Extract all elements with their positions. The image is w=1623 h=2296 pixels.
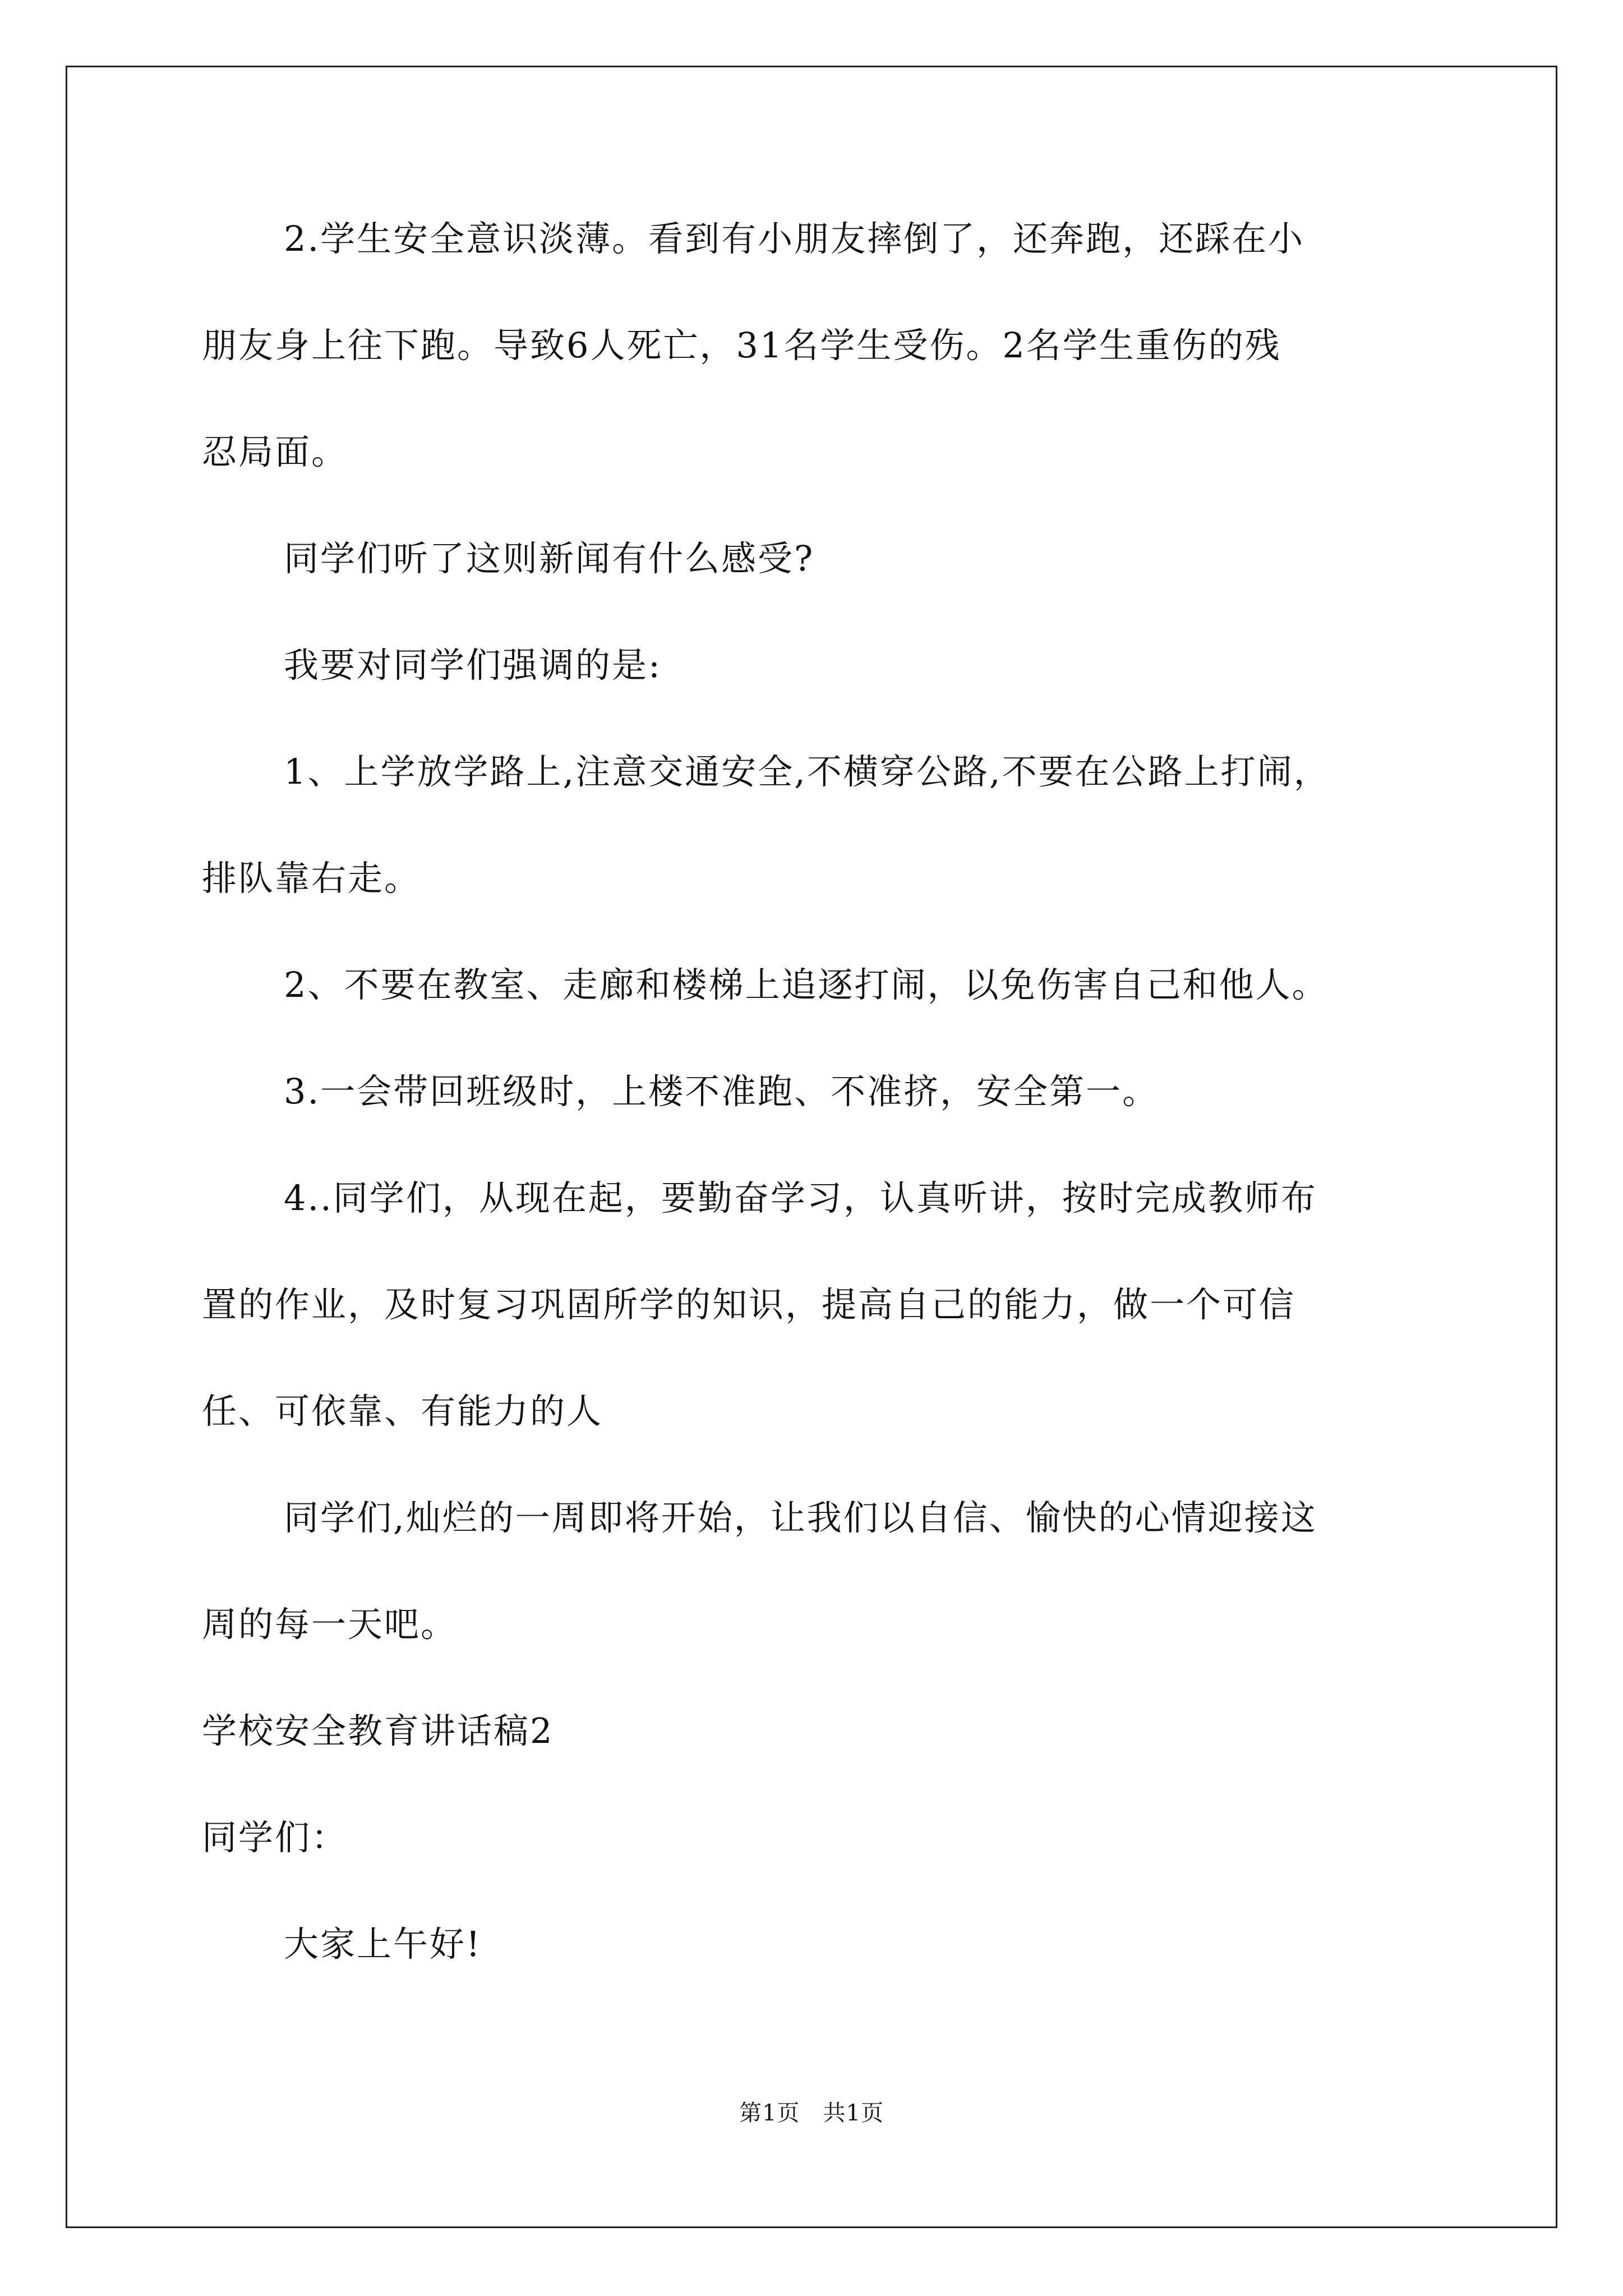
paragraph-line: 1、上学放学路上,注意交通安全,不横穿公路,不要在公路上打闹， (284, 751, 1330, 792)
greeting-line: 大家上午好! (284, 1924, 482, 1964)
paragraph-line: 朋友身上往下跑。导致6人死亡，31名学生受伤。2名学生重伤的残 (202, 325, 1281, 366)
paragraph-line: 忍局面。 (202, 431, 348, 472)
page-footer: 第1页 共1页 (739, 2100, 884, 2126)
paragraph-line: 2.学生安全意识淡薄。看到有小朋友摔倒了，还奔跑，还踩在小 (284, 218, 1305, 259)
paragraph-line: 我要对同学们强调的是: (284, 645, 662, 685)
paragraph-line: 2、不要在教室、走廊和楼梯上追逐打闹，以免伤害自己和他人。 (284, 964, 1329, 1005)
page-border (66, 66, 1557, 2228)
section-heading: 学校安全教育讲话稿2 (202, 1710, 554, 1751)
paragraph-line: 置的作业，及时复习巩固所学的知识，提高自己的能力，做一个可信 (202, 1284, 1296, 1325)
paragraph-line: 3.一会带回班级时，上楼不准跑、不准挤，安全第一。 (284, 1071, 1159, 1112)
paragraph-line: 同学们听了这则新闻有什么感受? (284, 538, 815, 579)
paragraph-line: 同学们,灿烂的一周即将开始，让我们以自信、愉快的心情迎接这 (284, 1497, 1317, 1538)
salutation: 同学们： (202, 1817, 348, 1858)
paragraph-line: 任、可依靠、有能力的人 (202, 1391, 603, 1432)
paragraph-line: 排队靠右走。 (202, 858, 421, 899)
paragraph-line: 4..同学们，从现在起，要勤奋学习，认真听讲，按时完成教师布 (284, 1177, 1317, 1218)
paragraph-line: 周的每一天吧。 (202, 1604, 458, 1645)
